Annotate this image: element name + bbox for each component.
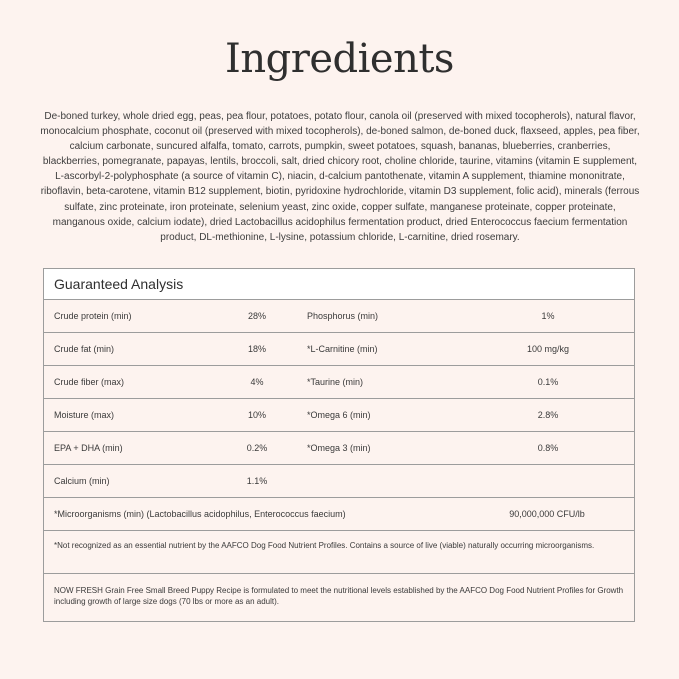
microorganisms-row <box>44 498 634 531</box>
analysis-row <box>44 366 634 399</box>
analysis-row <box>44 432 634 465</box>
page-title: Ingredients <box>225 36 454 82</box>
nutrient-label: *L-Carnitine (min) <box>307 344 378 354</box>
microorganisms-value: 90,000,000 CFU/lb <box>509 509 585 519</box>
nutrient-value: 2.8% <box>537 410 559 420</box>
nutrient-value: 10% <box>247 410 266 420</box>
analysis-row <box>44 465 634 498</box>
analysis-row <box>44 399 634 432</box>
footnote: *Not recognized as an essential nutrient by the AAFCO Dog Food Nutrient Profiles. Contains a source of live (viable) naturally occurring microorganisms. <box>44 531 634 574</box>
nutrient-value: 0.2% <box>246 443 268 453</box>
nutrient-value: 4% <box>250 377 264 387</box>
nutrient-label: *Omega 3 (min) <box>307 443 371 453</box>
analysis-heading: Guaranteed Analysis <box>44 269 634 300</box>
guaranteed-analysis-panel <box>43 268 635 622</box>
nutrient-value: 100 mg/kg <box>526 344 570 354</box>
nutrient-value: 0.8% <box>537 443 559 453</box>
nutrient-value: 0.1% <box>537 377 559 387</box>
aafco-statement: NOW FRESH Grain Free Small Breed Puppy Recipe is formulated to meet the nutritional levels established by the AAFCO Dog Food Nutrient Profiles for Growth including growth of large size dogs (70 lbs or more as an adult). <box>54 586 624 606</box>
nutrient-value: 1% <box>541 311 555 321</box>
nutrient-label: *Omega 6 (min) <box>307 410 371 420</box>
ingredients-text: De-boned turkey, whole dried egg, peas, pea flour, potatoes, potato flour, canola oil (preserved with mixed tocopherols), natural flavor, monocalcium phosphate, coconut oil (preserved with mixed tocopherols), de-boned salmon, de-boned duck, flaxseed, apples, pea fiber, calcium carbonate, suncured alfalfa, tomato, carrots, pumpkin, sweet potatoes, squash, bananas, blueberries, cranberries, blackberries, pomegranate, papayas, lentils, broccoli, salt, dried chicory root, choline chloride, taurine, vitamins (vitamin E supplement, L-ascorbyl-2-polyphosphate (a source of vitamin C), niacin, d-calcium pantothenate, vitamin A supplement, thiamine mononitrate, riboflavin, beta-carotene, vitamin B12 supplement, biotin, pyridoxine hydrochloride, vitamin D3 supplement, folic acid), minerals (ferrous sulfate, zinc proteinate, iron proteinate, selenium yeast, zinc oxide, copper sulfate, manganese proteinate, copper proteinate, manganous oxide, calcium iodate), dried Lactobacillus acidophilus fermentation product, dried Enterococcus faecium fermentation product, DL-methionine, L-lysine, potassium chloride, L-carnitine, dried rosemary. <box>40 111 640 243</box>
analysis-row <box>44 300 634 333</box>
nutrient-label: Crude protein (min) <box>54 311 132 321</box>
nutrient-label: Phosphorus (min) <box>307 311 379 321</box>
nutrient-label: Crude fiber (max) <box>54 377 125 387</box>
nutrient-label: EPA + DHA (min) <box>54 443 123 453</box>
analysis-row <box>44 333 634 366</box>
nutrient-value: 28% <box>247 311 266 321</box>
microorganisms-label: *Microorganisms (min) (Lactobacillus acidophilus, Enterococcus faecium) <box>54 509 346 519</box>
nutrient-value: 18% <box>247 344 266 354</box>
nutrient-value: 1.1% <box>246 476 268 486</box>
nutrient-label: Calcium (min) <box>54 476 110 486</box>
nutrient-label: Crude fat (min) <box>54 344 115 354</box>
nutrient-label: Moisture (max) <box>54 410 115 420</box>
nutrient-label: *Taurine (min) <box>307 377 364 387</box>
